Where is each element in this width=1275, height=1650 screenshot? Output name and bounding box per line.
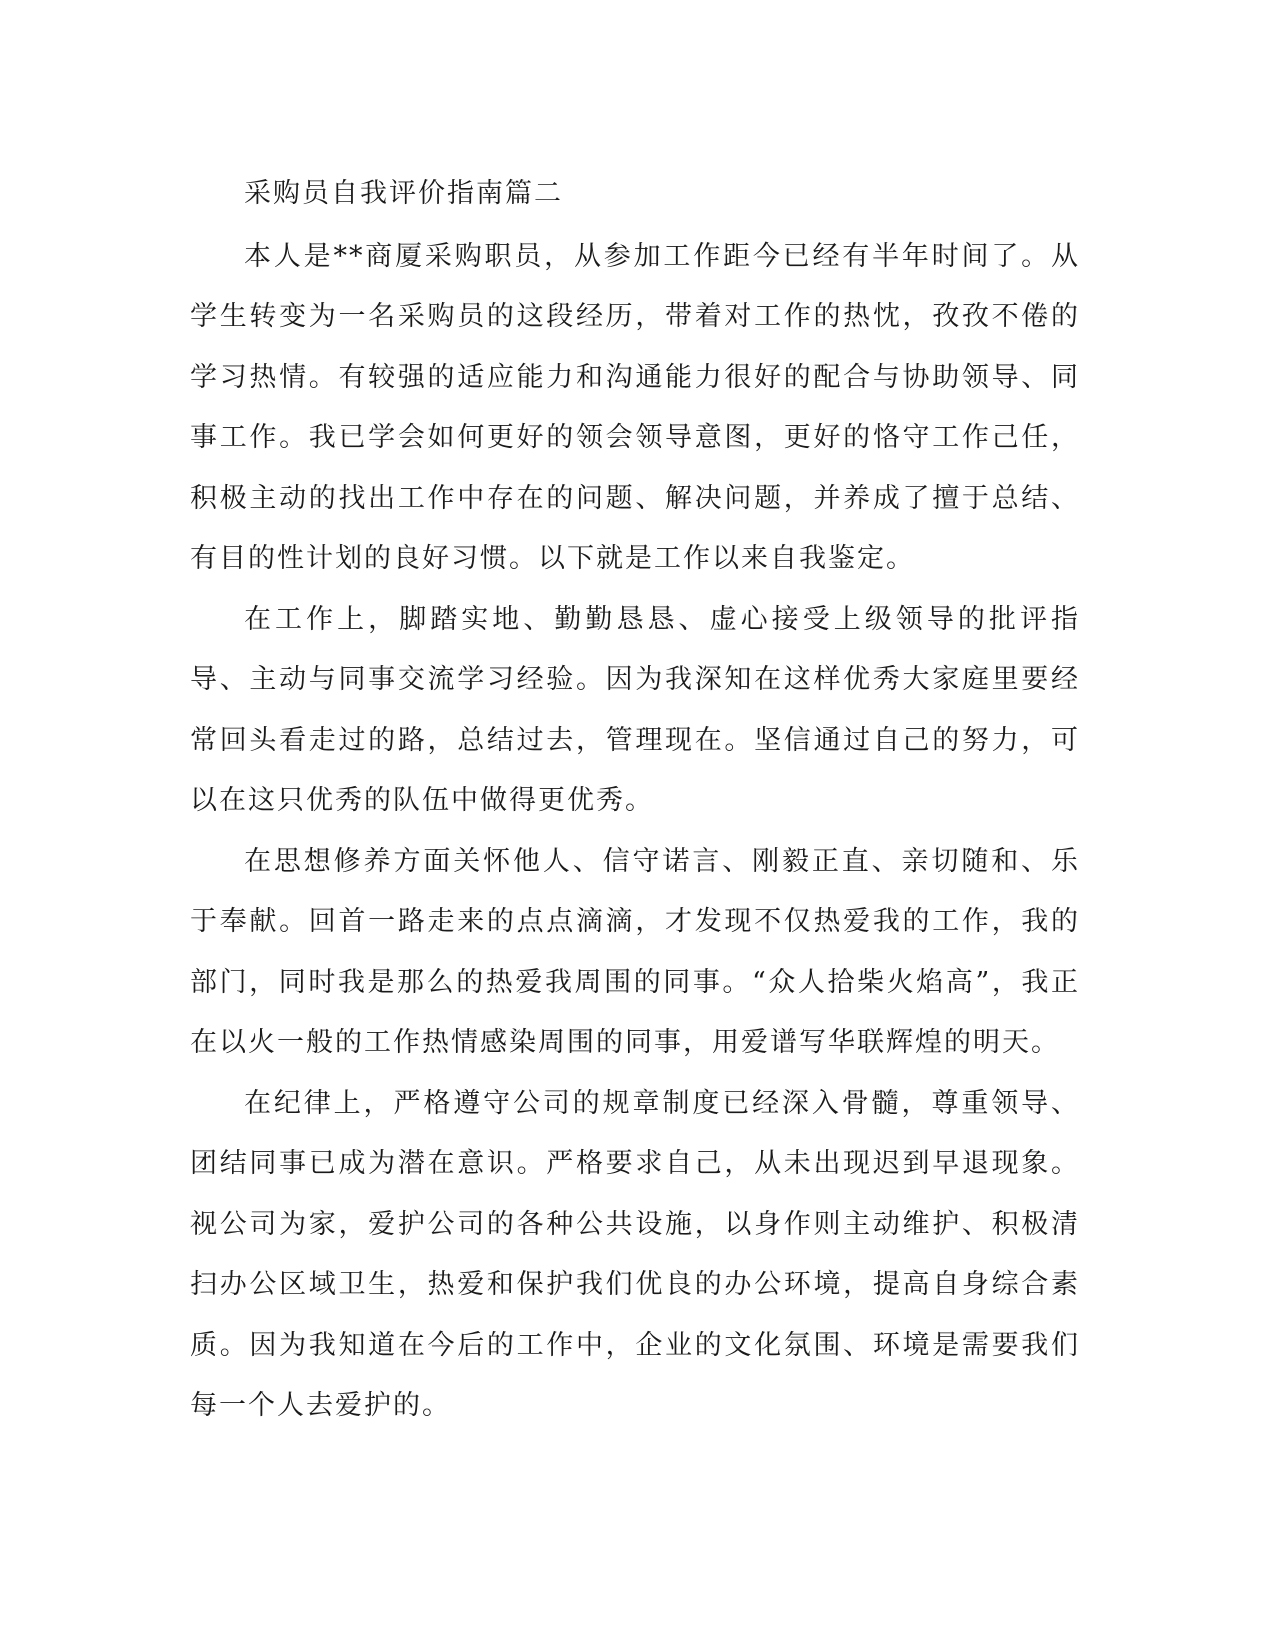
paragraph-character: 在思想修养方面关怀他人、信守诺言、刚毅正直、亲切随和、乐于奉献。回首一路走来的点点滴滴，才发现不仅热爱我的工作，我的部门，同时我是那么的热爱我周围的同事。“众人拾柴火焰高”，我正在以火一般的工作热情感染周围的同事，用爱谱写华联辉煌的明天。: [190, 845, 1080, 1058]
paragraph-discipline: 在纪律上，严格遵守公司的规章制度已经深入骨髓，尊重领导、团结同事已成为潜在意识。严格要求自己，从未出现迟到早退现象。视公司为家，爱护公司的各种公共设施，以身作则主动维护、积极清扫办公区域卫生，热爱和保护我们优良的办公环境，提高自身综合素质。因为我知道在今后的工作中，企业的文化氛围、环境是需要我们每一个人去爱护的。: [190, 1087, 1080, 1421]
paragraph-work: 在工作上，脚踏实地、勤勤恳恳、虚心接受上级领导的批评指导、主动与同事交流学习经验。因为我深知在这样优秀大家庭里要经常回头看走过的路，总结过去，管理现在。坚信通过自己的努力，可以在这只优秀的队伍中做得更优秀。: [190, 603, 1080, 816]
document-title: 采购员自我评价指南篇二: [244, 178, 563, 209]
paragraph-intro: 本人是**商厦采购职员，从参加工作距今已经有半年时间了。从学生转变为一名采购员的这段经历，带着对工作的热忱，孜孜不倦的学习热情。有较强的适应能力和沟通能力很好的配合与协助领导、同事工作。我已学会如何更好的领会领导意图，更好的恪守工作己任，积极主动的找出工作中存在的问题、解决问题，并养成了擅于总结、有目的性计划的良好习惯。以下就是工作以来自我鉴定。: [190, 240, 1080, 574]
document-body: [190, 164, 1080, 1437]
